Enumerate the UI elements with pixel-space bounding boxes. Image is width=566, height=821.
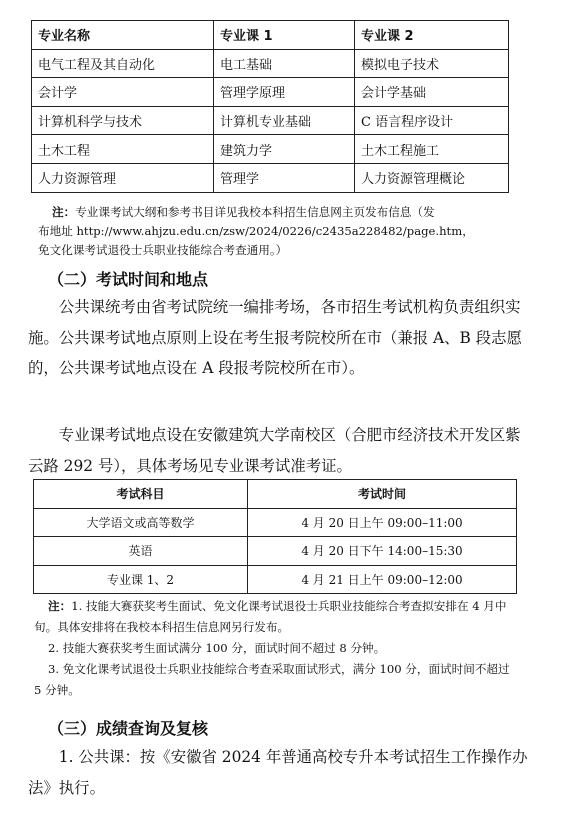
table-cell: 土木工程施工 — [355, 135, 509, 164]
table-cell: 人力资源管理 — [32, 163, 214, 192]
note-label: 注： — [48, 599, 72, 613]
table-cell: 会计学基础 — [355, 78, 509, 107]
table-cell: 计算机科学与技术 — [32, 106, 214, 135]
column-header: 专业课 2 — [355, 21, 509, 50]
table-cell: 计算机专业基础 — [214, 106, 355, 135]
table-cell: 模拟电子技术 — [355, 49, 509, 78]
table-cell: 专业课 1、2 — [34, 565, 248, 594]
table-cell: 管理学原理 — [214, 78, 355, 107]
majors-table — [31, 20, 509, 193]
table-cell: C 语言程序设计 — [355, 106, 509, 135]
table-cell: 人力资源管理概论 — [355, 163, 509, 192]
note-line: 布地址 http://www.ahjzu.edu.cn/zsw/2024/0226/c2435a228482/page.htm， — [38, 224, 474, 238]
column-header: 专业名称 — [32, 21, 214, 50]
note-item: 1. 技能大赛获奖考生面试、免文化课考试退役士兵职业技能综合考查拟安排在 4 月中旬。具体安排将在我校本科招生信息网另行发布。 — [34, 599, 507, 634]
table-row — [34, 508, 517, 537]
table-cell: 英语 — [34, 537, 248, 566]
table-header-row — [34, 480, 517, 509]
section-heading: （二）考试时间和地点 — [48, 270, 209, 289]
table-cell: 4 月 21 日上午 09:00–12:00 — [248, 565, 517, 594]
column-header: 考试科目 — [34, 480, 248, 509]
note-line: 免文化课考试退役士兵职业技能综合考查通用。） — [38, 243, 288, 257]
column-header: 专业课 1 — [214, 21, 355, 50]
table-row — [32, 78, 509, 107]
paragraph: 1. 公共课：按《安徽省 2024 年普通高校专升本考试招生工作操作办法》执行。 — [28, 748, 528, 797]
table-row — [34, 537, 517, 566]
paragraph: 专业课考试地点设在安徽建筑大学南校区（合肥市经济技术开发区紫云路 292 号），具体考场见专业课考试准考证。 — [28, 426, 521, 475]
table-row — [32, 49, 509, 78]
table-cell: 管理学 — [214, 163, 355, 192]
table-cell: 4 月 20 日下午 14:00–15:30 — [248, 537, 517, 566]
column-header: 考试时间 — [248, 480, 517, 509]
schedule-table — [33, 479, 517, 594]
syllabus-note — [38, 203, 528, 260]
table-cell: 大学语文或高等数学 — [34, 508, 248, 537]
section-heading: （三）成绩查询及复核 — [48, 719, 209, 738]
table-cell: 4 月 20 日上午 09:00–11:00 — [248, 508, 517, 537]
table-cell: 土木工程 — [32, 135, 214, 164]
note-item: 3. 免文化课考试退役士兵职业技能综合考查采取面试形式，满分 100 分，面试时间不超过 5 分钟。 — [34, 662, 510, 697]
schedule-note — [34, 596, 518, 701]
note-label: 注： — [52, 205, 76, 219]
table-row — [32, 135, 509, 164]
note-line: 专业课考试大纲和参考书目详见我校本科招生信息网主页发布信息（发 — [75, 205, 435, 219]
paragraph: 公共课统考由省考试院统一编排考场，各市招生考试机构负责组织实施。公共课考试地点原则上设在考生报考院校所在市（兼报 A、B 段志愿的，公共课考试地点设在 A 段报考院校所在市）。 — [28, 298, 522, 377]
table-row — [32, 163, 509, 192]
note-item: 2. 技能大赛获奖考生面试满分 100 分，面试时间不超过 8 分钟。 — [48, 641, 386, 655]
table-row — [34, 565, 517, 594]
table-cell: 会计学 — [32, 78, 214, 107]
table-header-row — [32, 21, 509, 50]
table-cell: 电工基础 — [214, 49, 355, 78]
table-cell: 电气工程及其自动化 — [32, 49, 214, 78]
table-cell: 建筑力学 — [214, 135, 355, 164]
table-row — [32, 106, 509, 135]
